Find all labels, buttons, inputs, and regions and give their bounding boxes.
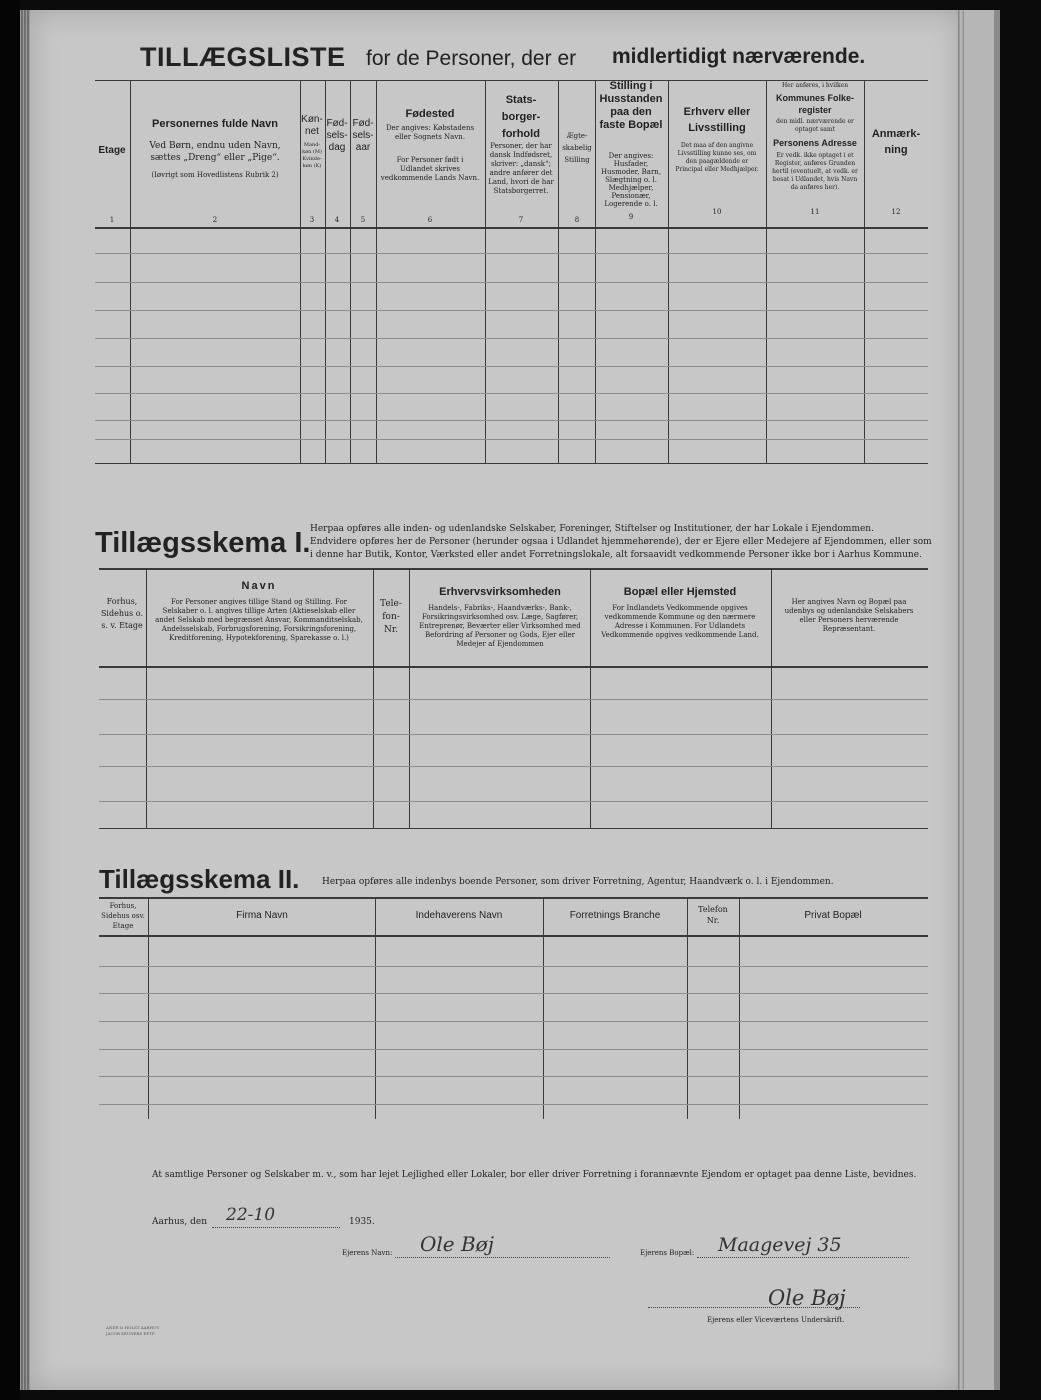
col-num-4: 4 [334,216,340,224]
skema1-col-navn-sub: For Personer angives tillige Stand og Stilling. For Selskaber o. l. angives tillige Arten (Aktieselskab eller andet Selskab med begrænset Ansvar, Kommanditselskab, Andelsselskab, Forbrugsforening, Forsikringsforening, Kreditforening, Hypotekforening, Sparekasse o. l.) [155,598,363,642]
printer-line-1: ANDE & HOLST AARHUS [106,1325,160,1330]
form-title-bold: midlertidigt nærværende. [612,45,866,68]
footer-date-handwritten: 22-10 [226,1205,276,1225]
skema1-col-bopael-sub: For Indlandets Vedkommende opgives vedkommende Kommune og den nærmere Adresse i Kommunen. For Udlandets Vedkommende opgives vedkommende Land. [601,604,759,639]
col-foedselsaar-head: Fød-sels-aar [352,118,374,153]
skema2-col-tlf: Telefon Nr. [698,905,728,925]
col-num-12: 12 [891,208,901,216]
col-statsborger-sub: Personer, der har dansk Indfødsret, skriver: „dansk“; andre anfører det Land, hvori de har Statsborgerret. [488,142,554,195]
col-num-10: 10 [712,208,722,216]
skema2-col-indehaver: Indehaverens Navn [415,910,503,921]
col-erhverv-sub: Det maa af den angivne Livsstilling kunne ses, om den paagældende er Principal eller Medhjælper. [675,142,759,173]
col-aegteskab-head: Ægte-skabelig Stilling [562,132,592,164]
col-adresse-pre2: Kommunes Folke-register [775,93,854,115]
col-etage-head: Etage [98,145,126,156]
col-adresse-head: Personens Adresse [773,138,857,148]
skema2-col-branche: Forretnings Branche [569,910,661,921]
col-koen-sub: Mand-køn (M) Kvinde-køn (K) [302,142,322,169]
form-title: TILLÆGSLISTE [140,42,346,72]
form-title-mid: for de Personer, der er [366,47,577,70]
col-num-9: 9 [628,213,634,221]
col-statsborger-head: Stats-borger-forhold [501,94,541,140]
skema2-col-firma: Firma Navn [236,910,288,921]
col-num-11: 11 [810,208,820,216]
skema1-col-erhverv-sub: Handels-, Fabriks-, Haandværks-, Bank-, Forsikringsvirksomhed osv. Læge, Sagfører, Entreprenør, Beværter eller Virksomhed med Befordring af Personer og Gods, Ejer eller Medejer af Ejendommen [419,604,581,648]
col-erhverv-head: Erhverv eller Livsstilling [683,106,751,134]
skema2-col-etage: Forhus, Sidehus osv. Etage [101,902,145,930]
col-stilling-head: Stilling i Husstanden paa den faste Bopæl [599,80,663,131]
col-anmaerkning-head: Anmærk-ning [871,128,921,156]
col-num-7: 7 [518,216,524,224]
skema2-title: Tillægsskema II. [99,864,300,894]
footer-place: Aarhus, den [152,1217,207,1227]
col-num-3: 3 [309,216,315,224]
printer-line-2: JACOB ZEUNERS EFTF. [106,1331,156,1336]
signature-label: Ejerens eller Viceværtens Underskrift. [707,1316,845,1324]
col-name-head: Personernes fulde Navn [152,118,278,130]
col-num-1: 1 [109,216,115,224]
col-adresse-sub: Er vedk. ikke optaget i et Register, anføres Grunden hertil (eventuelt, at vedk. er bosat i Udlandet, hvis Navn da anføres her). [772,152,858,191]
owner-name-handwritten: Ole Bøj [420,1232,494,1256]
skema1-col-tlf: Tele-fon-Nr. [380,599,402,635]
skema1-col-navn-head: Navn [241,580,277,592]
col-foedested-head: Fødested [405,108,455,120]
col-adresse-pre3: den midl. nærværende er optaget samt [776,118,854,133]
owner-name-label: Ejerens Navn: [342,1249,393,1257]
col-name-sub2: (Iøvrigt som Hovedlistens Rubrik 2) [151,171,279,179]
skema1-title: Tillægsskema I. [95,527,311,559]
col-num-5: 5 [360,216,366,224]
col-name-sub: Ved Børn, endnu uden Navn, sættes „Dreng“ eller „Pige“. [149,141,281,163]
col-num-6: 6 [427,216,433,224]
col-foedested-sub: Der angives: Købstadens eller Sognets Navn. [385,124,475,141]
skema1-col-repr: Her angives Navn og Bopæl paa udenbys og udenlandske Selskabers eller Personers herværende Repræsentant. [784,598,914,633]
skema1-note-3: i denne har Butik, Kontor, Værksted eller andet Forretningslokale, alt forsaavidt vedkommende Personer ikke bor i Aarhus Kommune. [310,550,922,560]
skema2-col-bopael: Privat Bopæl [804,910,862,921]
signature-handwritten: Ole Bøj [768,1286,846,1310]
col-num-8: 8 [574,216,580,224]
facing-page [964,10,994,1390]
skema1-col-bopael-head: Bopæl eller Hjemsted [623,586,737,598]
col-koen-head: Køn-net [301,114,323,137]
col-foedselsdag-head: Fød-sels-dag [326,118,348,153]
skema2-note: Herpaa opføres alle indenbys boende Personer, som driver Forretning, Agentur, Haandværk o. l. i Ejendommen. [322,877,834,887]
document-page [30,10,961,1390]
col-num-2: 2 [212,216,218,224]
facing-page-edge [994,10,1000,1390]
skema1-note-2: Endvidere opføres her de Personer (herunder ogsaa i Udlandet hjemmehørende), der er Ejere eller Medejere af Ejendommen, eller som [310,537,932,547]
col-adresse-pre: Her anføres, i hvilken [781,82,849,89]
skema1-col-erhverv-head: Erhvervsvirksomheden [439,586,561,598]
scanner-background [0,0,20,1400]
owner-address-handwritten: Maagevej 35 [718,1234,842,1256]
col-stilling-sub: Der angives: Husfader, Husmoder, Barn, Slægtning o. l. Medhjælper, Pensionær, Logerende o. l. [600,152,662,208]
owner-address-label: Ejerens Bopæl: [640,1249,695,1257]
footer-declaration: At samtlige Personer og Selskaber m. v., som har lejet Lejlighed eller Lokaler, bor eller driver Forretning i forannævnte Ejendom er optaget paa denne Liste, bevidnes. [152,1170,917,1180]
stacked-page-edges [20,10,30,1390]
skema1-note-1: Herpaa opføres alle inden- og udenlandske Selskaber, Foreninger, Stiftelser og Institutioner, der har Lokale i Ejendommen. [310,524,874,534]
col-foedested-sub2: For Personer født i Udlandet skrives vedkommende Lands Navn. [380,156,480,182]
footer-year: 1935. [349,1217,375,1227]
skema1-col-etage: Forhus, Sidehus o. s. v. Etage [100,597,144,630]
